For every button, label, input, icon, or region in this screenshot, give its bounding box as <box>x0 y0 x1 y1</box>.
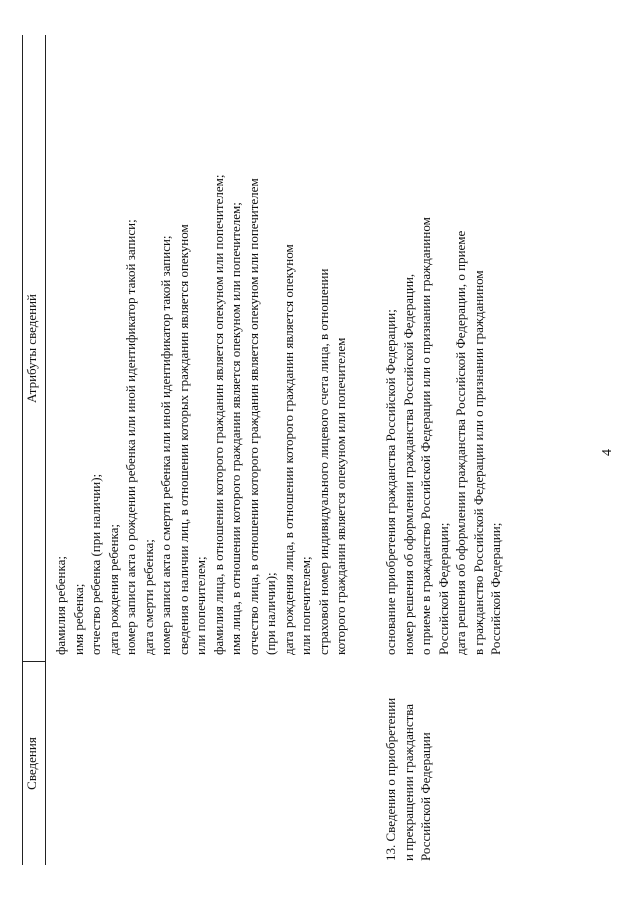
attribute-line: номер записи акта о смерти ребенка или иной идентификатор такой записи; <box>158 235 173 655</box>
label-line: и прекращении гражданства <box>400 703 416 861</box>
attribute-line: отчество лица, в отношении которого гражданин является опекуном или попечителем <box>245 178 261 655</box>
attribute-line: Российской Федерации; <box>488 522 503 655</box>
attribute-line: дата смерти ребенка; <box>140 539 156 655</box>
attribute-line: которого гражданин является опекуном или попечителем <box>333 337 348 655</box>
table-top-rule <box>22 35 23 865</box>
attribute-line: Российской Федерации; <box>435 522 451 655</box>
row-label <box>382 671 435 861</box>
attribute-line: или попечителем; <box>193 556 208 655</box>
attribute-line: сведения о наличии лиц, в отношении которых гражданин является опекуном <box>175 224 191 655</box>
row-attributes <box>382 39 505 655</box>
attribute-line: дата рождения ребенка; <box>105 523 121 655</box>
attribute-line: номер решения об оформлении гражданства Российской Федерации, <box>400 273 416 655</box>
attribute-line: фамилия ребенка; <box>53 556 68 655</box>
page-number: 4 <box>600 449 615 456</box>
label-line: 13. Сведения о приобретении <box>383 697 398 861</box>
attribute-line: фамилия лица, в отношении которого гражданин является опекуном или попечителем; <box>210 174 226 655</box>
attribute-line: основание приобретения гражданства Российской Федерации; <box>383 309 398 655</box>
attribute-line: имя лица, в отношении которого гражданин является опекуном или попечителем; <box>228 202 243 655</box>
header-svedeniya: Сведения <box>24 737 39 790</box>
header-bottom-rule <box>45 35 46 865</box>
attributes-table <box>22 35 562 865</box>
label-line: Российской Федерации <box>418 732 433 861</box>
attribute-line: имя ребенка; <box>70 583 86 655</box>
row-attributes <box>52 39 350 655</box>
attribute-line: (при наличии); <box>263 572 278 655</box>
attribute-line: отчество ребенка (при наличии); <box>88 473 103 655</box>
header-atributy: Атрибуты сведений <box>24 294 39 404</box>
attribute-line: дата решения об оформлении гражданства Российской Федерации, о приеме <box>453 230 468 655</box>
attribute-line: о приеме в гражданство Российской Федерации или о признании гражданином <box>418 217 433 655</box>
attribute-line: номер записи акта о рождении ребенка или иной идентификатор такой записи; <box>123 219 138 655</box>
attribute-line: дата рождения лица, в отношении которого гражданин является опекуном <box>280 244 296 655</box>
attribute-line: страховой номер индивидуального лицевого счета лица, в отношении <box>315 268 331 655</box>
attribute-line: или попечителем; <box>298 556 313 655</box>
attribute-line: в гражданство Российской Федерации или о признании гражданином <box>470 270 486 655</box>
